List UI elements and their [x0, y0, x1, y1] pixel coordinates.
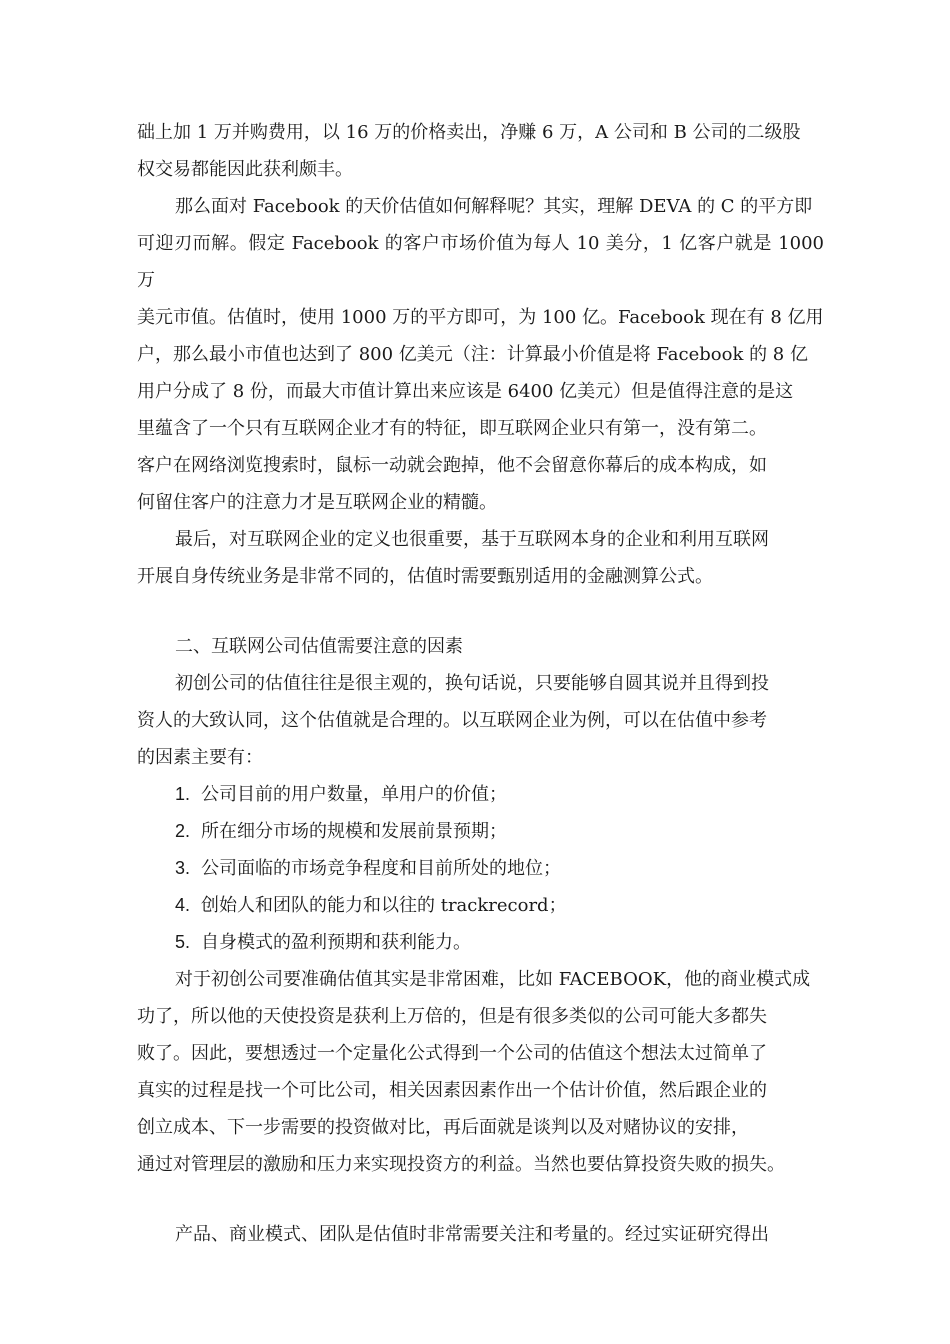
- blank-line: [137, 595, 824, 628]
- list-item: [137, 776, 824, 813]
- list-number: 2.: [175, 821, 191, 841]
- text-line: 础上加 1 万并购费用，以 16 万的价格卖出，净赚 6 万，A 公司和 B 公司的二级股: [137, 122, 801, 143]
- paragraph-6: [137, 1216, 824, 1253]
- list-item: [137, 813, 824, 850]
- section-heading: 二、互联网公司估值需要注意的因素: [175, 636, 463, 657]
- list-text: 所在细分市场的规模和发展前景预期；: [201, 821, 507, 842]
- text-line: 资人的大致认同，这个估值就是合理的。以互联网企业为例，可以在估值中参考: [137, 710, 767, 731]
- paragraph-3: [137, 521, 824, 595]
- list-number: 4.: [175, 895, 191, 915]
- text-line: 通过对管理层的激励和压力来实现投资方的利益。当然也要估算投资失败的损失。: [137, 1154, 785, 1175]
- text-line: 那么面对 Facebook 的天价估值如何解释呢？其实，理解 DEVA 的 C 的平方即: [175, 196, 813, 217]
- paragraph-4: [137, 665, 824, 776]
- blank-line: [137, 1183, 824, 1216]
- text-line: 里蕴含了一个只有互联网企业才有的特征，即互联网企业只有第一，没有第二。: [137, 418, 767, 439]
- text-line: 何留住客户的注意力才是互联网企业的精髓。: [137, 492, 497, 513]
- text-line: 权交易都能因此获利颇丰。: [137, 159, 353, 180]
- list-number: 3.: [175, 858, 191, 878]
- text-line: 用户分成了 8 份，而最大市值计算出来应该是 6400 亿美元）但是值得注意的是这: [137, 381, 794, 402]
- list-item: [137, 924, 824, 961]
- text-line: 创立成本、下一步需要的投资做对比，再后面就是谈判以及对赌协议的安排，: [137, 1117, 749, 1138]
- text-line: 的因素主要有：: [137, 747, 263, 768]
- paragraph-1: [137, 114, 824, 188]
- text-line: 真实的过程是找一个可比公司，相关因素因素作出一个估计价值，然后跟企业的: [137, 1080, 767, 1101]
- text-line: 最后，对互联网企业的定义也很重要，基于互联网本身的企业和利用互联网: [175, 529, 769, 550]
- list-text: 公司面临的市场竞争程度和目前所处的地位；: [201, 858, 561, 879]
- list-text: 创始人和团队的能力和以往的 trackrecord；: [201, 895, 567, 916]
- text-line: 客户在网络浏览搜索时，鼠标一动就会跑掉，他不会留意你幕后的成本构成，如: [137, 455, 767, 476]
- list-text: 自身模式的盈利预期和获利能力。: [201, 932, 471, 953]
- factor-list: [137, 776, 824, 961]
- list-text: 公司目前的用户数量，单用户的价值；: [201, 784, 507, 805]
- text-line: 户，那么最小市值也达到了 800 亿美元（注：计算最小价值是将 Facebook 的 8 亿: [137, 344, 808, 365]
- paragraph-2: [137, 188, 824, 521]
- list-number: 1.: [175, 784, 191, 804]
- list-item: [137, 850, 824, 887]
- list-number: 5.: [175, 932, 191, 952]
- text-line: 功了，所以他的天使投资是获利上万倍的，但是有很多类似的公司可能大多都失: [137, 1006, 767, 1027]
- text-line: 败了。因此，要想透过一个定量化公式得到一个公司的估值这个想法太过简单了: [137, 1043, 767, 1064]
- text-line: 产品、商业模式、团队是估值时非常需要关注和考量的。经过实证研究得出: [175, 1224, 769, 1245]
- text-line: 初创公司的估值往往是很主观的，换句话说，只要能够自圆其说并且得到投: [175, 673, 769, 694]
- text-line: 对于初创公司要准确估值其实是非常困难，比如 FACEBOOK，他的商业模式成: [175, 969, 811, 990]
- text-line: 可迎刃而解。假定 Facebook 的客户市场价值为每人 10 美分，1 亿客户就是 1000 万: [137, 233, 824, 291]
- text-line: 美元市值。估值时，使用 1000 万的平方即可，为 100 亿。Facebook 现在有 8 亿用: [137, 307, 824, 328]
- text-line: 开展自身传统业务是非常不同的，估值时需要甄别适用的金融测算公式。: [137, 566, 713, 587]
- paragraph-5: [137, 961, 824, 1183]
- list-item: [137, 887, 824, 924]
